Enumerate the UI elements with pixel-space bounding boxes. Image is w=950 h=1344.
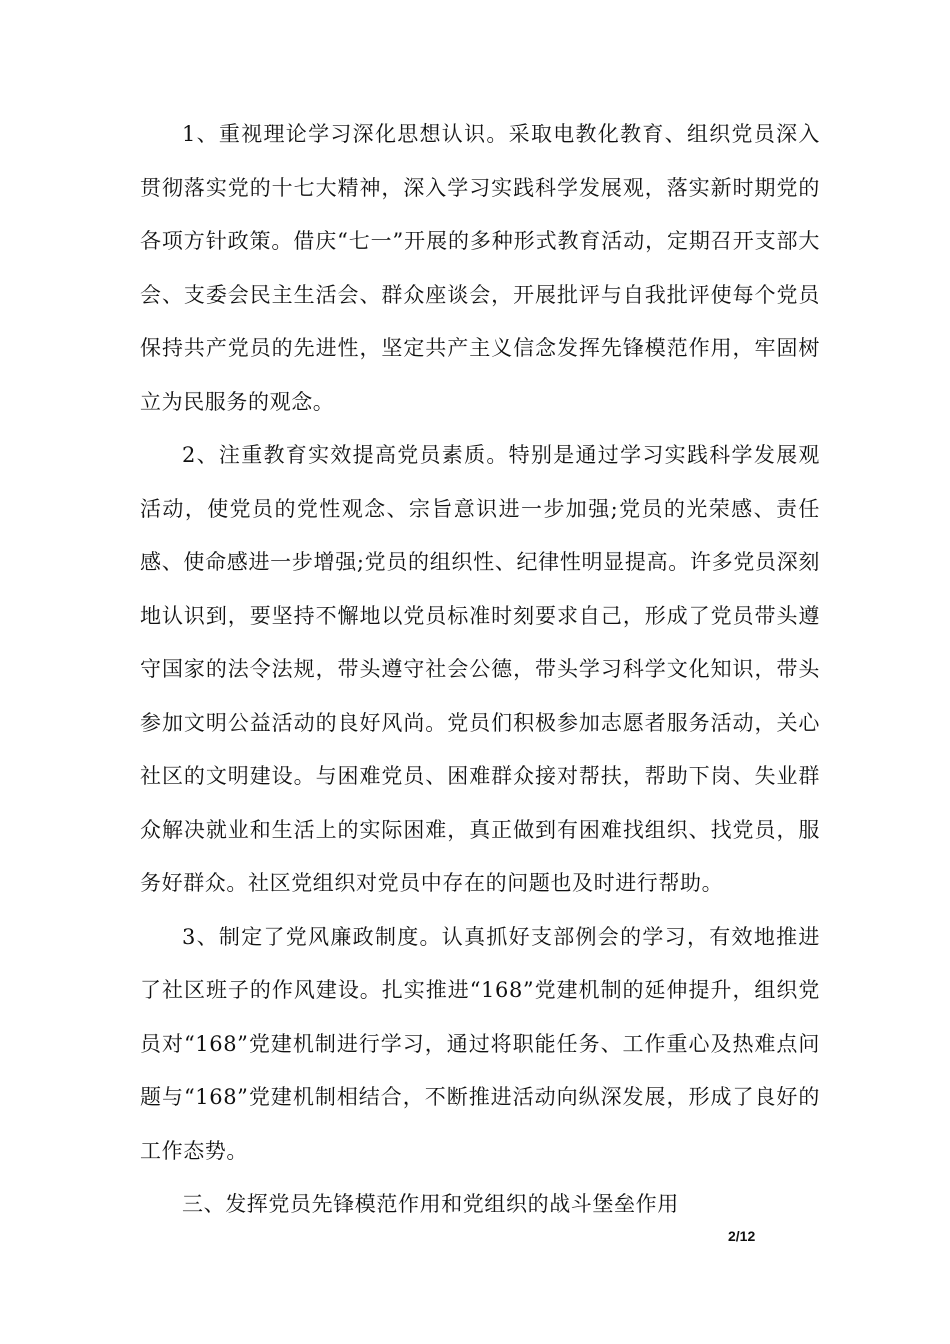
paragraph-2: 2、注重教育实效提高党员素质。特别是通过学习实践科学发展观活动，使党员的党性观念、宗旨意识进一步加强;党员的光荣感、责任感、使命感进一步增强;党员的组织性、纪律性明显提高。许多党员深刻地认识到，要坚持不懈地以党员标准时刻要求自己，形成了党员带头遵守国家的法令法规，带头遵守社会公德，带头学习科学文化知识，带头参加文明公益活动的良好风尚。党员们积极参加志愿者服务活动，关心社区的文明建设。与困难党员、困难群众接对帮扶，帮助下岗、失业群众解决就业和生活上的实际困难，真正做到有困难找组织、找党员，服务好群众。社区党组织对党员中存在的问题也及时进行帮助。 (140, 443, 820, 895)
paragraph-1: 1、重视理论学习深化思想认识。采取电教化教育、组织党员深入贯彻落实党的十七大精神，深入学习实践科学发展观，落实新时期党的各项方针政策。借庆“七一”开展的多种形式教育活动，定期召开支部大会、支委会民主生活会、群众座谈会，开展批评与自我批评使每个党员保持共产党员的先进性，坚定共产主义信念发挥先锋模范作用，牢固树立为民服务的观念。 (140, 122, 820, 414)
section-heading: 三、发挥党员先锋模范作用和党组织的战斗堡垒作用 (182, 1192, 679, 1216)
paragraph-3: 3、制定了党风廉政制度。认真抓好支部例会的学习，有效地推进了社区班子的作风建设。扎实推进“168”党建机制的延伸提升，组织党员对“168”党建机制进行学习，通过将职能任务、工作重心及热难点问题与“168”党建机制相结合，不断推进活动向纵深发展，形成了良好的工作态势。 (140, 924, 820, 1163)
page-number: 2/12 (728, 1228, 756, 1244)
document-body (140, 108, 820, 1232)
